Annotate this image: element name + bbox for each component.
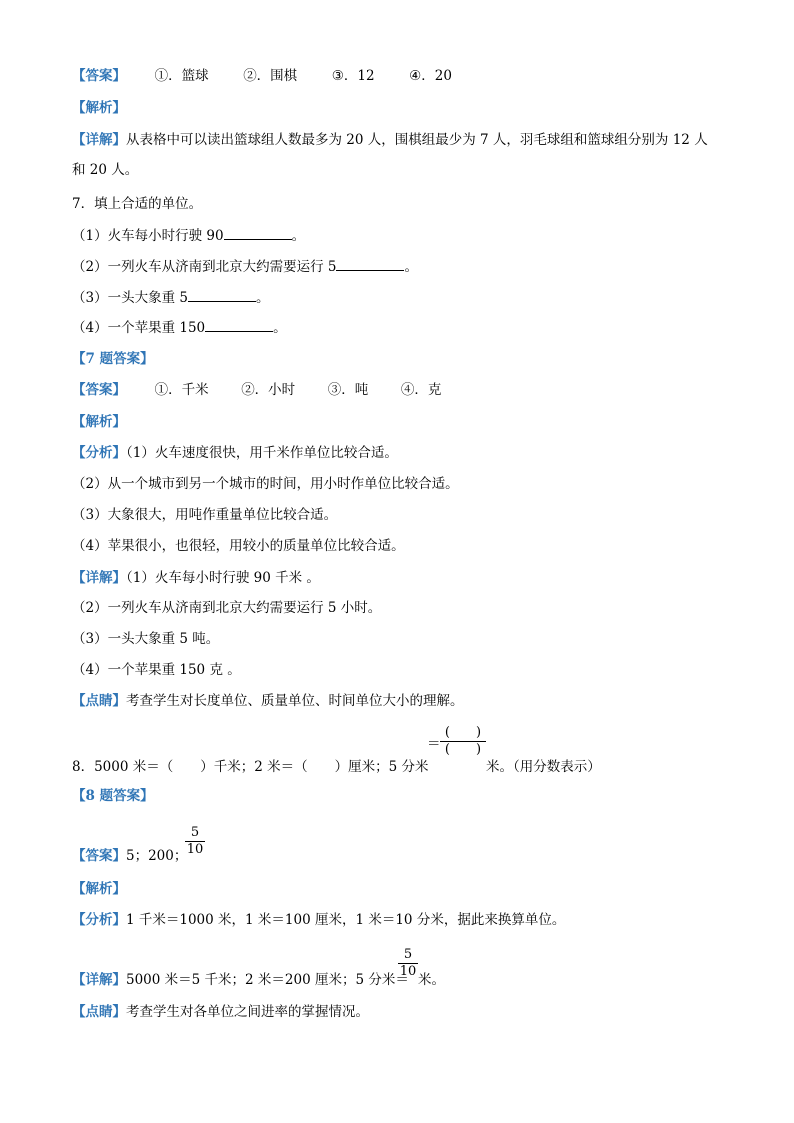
q7-item — [72, 257, 418, 276]
fraction-numerator: 5 — [190, 825, 200, 840]
answer-tag: 【答案】 — [72, 382, 126, 398]
dianjing-tag: 【点睛】 — [72, 1004, 126, 1020]
dianjing-text: 考查学生对长度单位、质量单位、时间单位大小的理解。 — [126, 693, 464, 709]
answer-tag: 【答案】 — [72, 68, 126, 84]
answer-item: ③．吨 — [327, 382, 369, 398]
detail-line — [72, 971, 409, 989]
q6-detail-line — [72, 131, 708, 149]
fenxi-line: （3）大象很大，用吨作重量单位比较合适。 — [72, 507, 338, 523]
q7-item-end: 。 — [291, 228, 306, 244]
answer-item: ①．篮球 — [154, 68, 209, 84]
q7-item-text: （2）一列火车从济南到北京大约需要运行 5 — [72, 259, 337, 275]
q6-answer-line — [72, 67, 452, 85]
q8-fraction — [440, 725, 486, 758]
q8-question-part1: 8．5000 米＝（ ）千米；2 米＝（ ）厘米；5 分米 — [72, 759, 429, 775]
q7-item — [72, 318, 287, 337]
q7-answer-line — [72, 381, 441, 399]
detail-tag: 【详解】 — [72, 972, 126, 988]
detail-text: 5000 米＝5 千米；2 米＝200 厘米；5 分米＝ — [126, 972, 409, 988]
fenxi-line: （4）苹果很小，也很轻，用较小的质量单位比较合适。 — [72, 538, 405, 554]
analysis-tag: 【解析】 — [72, 414, 126, 430]
detail-line — [72, 569, 320, 587]
q7-item-end: 。 — [404, 259, 418, 275]
fenxi-line — [72, 911, 565, 929]
answer-blank — [224, 226, 292, 240]
detail-text: 从表格中可以读出篮球组人数最多为 20 人，围棋组最少为 7 人，羽毛球组和篮球组分别为 12 人 — [126, 132, 708, 148]
q8-answer-line — [72, 847, 187, 865]
q8-section-tag: 【8 题答案】 — [72, 788, 154, 804]
q7-item — [72, 288, 269, 307]
fraction-numerator: ( ) — [444, 725, 482, 740]
dianjing-line — [72, 692, 464, 710]
fraction-denominator: 10 — [186, 842, 204, 857]
answer-item: ③．12 — [331, 68, 375, 84]
answer-item: ④．20 — [409, 68, 452, 84]
q7-item-end: 。 — [255, 290, 270, 306]
detail-tag: 【详解】 — [72, 132, 126, 148]
answer-text: 5；200； — [126, 848, 188, 864]
fenxi-tag: 【分析】 — [72, 445, 126, 461]
dianjing-text: 考查学生对各单位之间进率的掌握情况。 — [126, 1004, 369, 1020]
answer-fraction — [185, 825, 205, 858]
analysis-tag: 【解析】 — [72, 881, 126, 897]
q7-title: 7．填上合适的单位。 — [72, 196, 203, 212]
answer-tag: 【答案】 — [72, 848, 126, 864]
answer-blank — [336, 257, 404, 271]
fraction-numerator: 5 — [403, 947, 413, 962]
fenxi-text: （1）火车速度很快，用千米作单位比较合适。 — [126, 445, 398, 461]
detail-line: （3）一头大象重 5 吨。 — [72, 631, 220, 647]
fenxi-tag: 【分析】 — [72, 912, 126, 928]
answer-item: ④．克 — [400, 382, 442, 398]
detail-line: （4）一个苹果重 150 克 。 — [72, 662, 241, 678]
answer-item: ②．围棋 — [243, 68, 298, 84]
q7-item-end: 。 — [273, 320, 287, 336]
fenxi-text: 1 千米＝1000 米，1 米＝100 厘米，1 米＝10 分米，据此来换算单位。 — [126, 912, 566, 928]
detail-text: （1）火车每小时行驶 90 千米 。 — [126, 570, 320, 586]
q8-question-part2: 米。（用分数表示） — [486, 759, 601, 775]
detail-suffix: 米。 — [418, 972, 445, 988]
q6-detail-line-2: 和 20 人。 — [72, 162, 139, 178]
dianjing-tag: 【点睛】 — [72, 693, 126, 709]
dianjing-line — [72, 1003, 369, 1021]
answer-item: ②．小时 — [241, 382, 296, 398]
detail-line: （2）一列火车从济南到北京大约需要运行 5 小时。 — [72, 600, 382, 616]
fenxi-line: （2）从一个城市到另一个城市的时间，用小时作单位比较合适。 — [72, 476, 459, 492]
q7-item-text: （4）一个苹果重 150 — [72, 320, 206, 336]
q7-item-text: （3）一头大象重 5 — [72, 290, 188, 306]
answer-blank — [188, 288, 256, 302]
analysis-tag: 【解析】 — [72, 100, 126, 116]
fraction-denominator: ( ) — [440, 741, 486, 758]
q7-item-text: （1）火车每小时行驶 90 — [72, 228, 224, 244]
answer-item: ①．千米 — [154, 382, 209, 398]
detail-fraction — [398, 947, 418, 980]
q7-item — [72, 226, 305, 245]
fenxi-line — [72, 444, 398, 462]
detail-tag: 【详解】 — [72, 570, 126, 586]
answer-blank — [205, 318, 273, 332]
q8-equals: ＝ — [427, 736, 441, 752]
fraction-denominator: 10 — [399, 964, 417, 979]
q7-section-tag: 【7 题答案】 — [72, 351, 154, 367]
